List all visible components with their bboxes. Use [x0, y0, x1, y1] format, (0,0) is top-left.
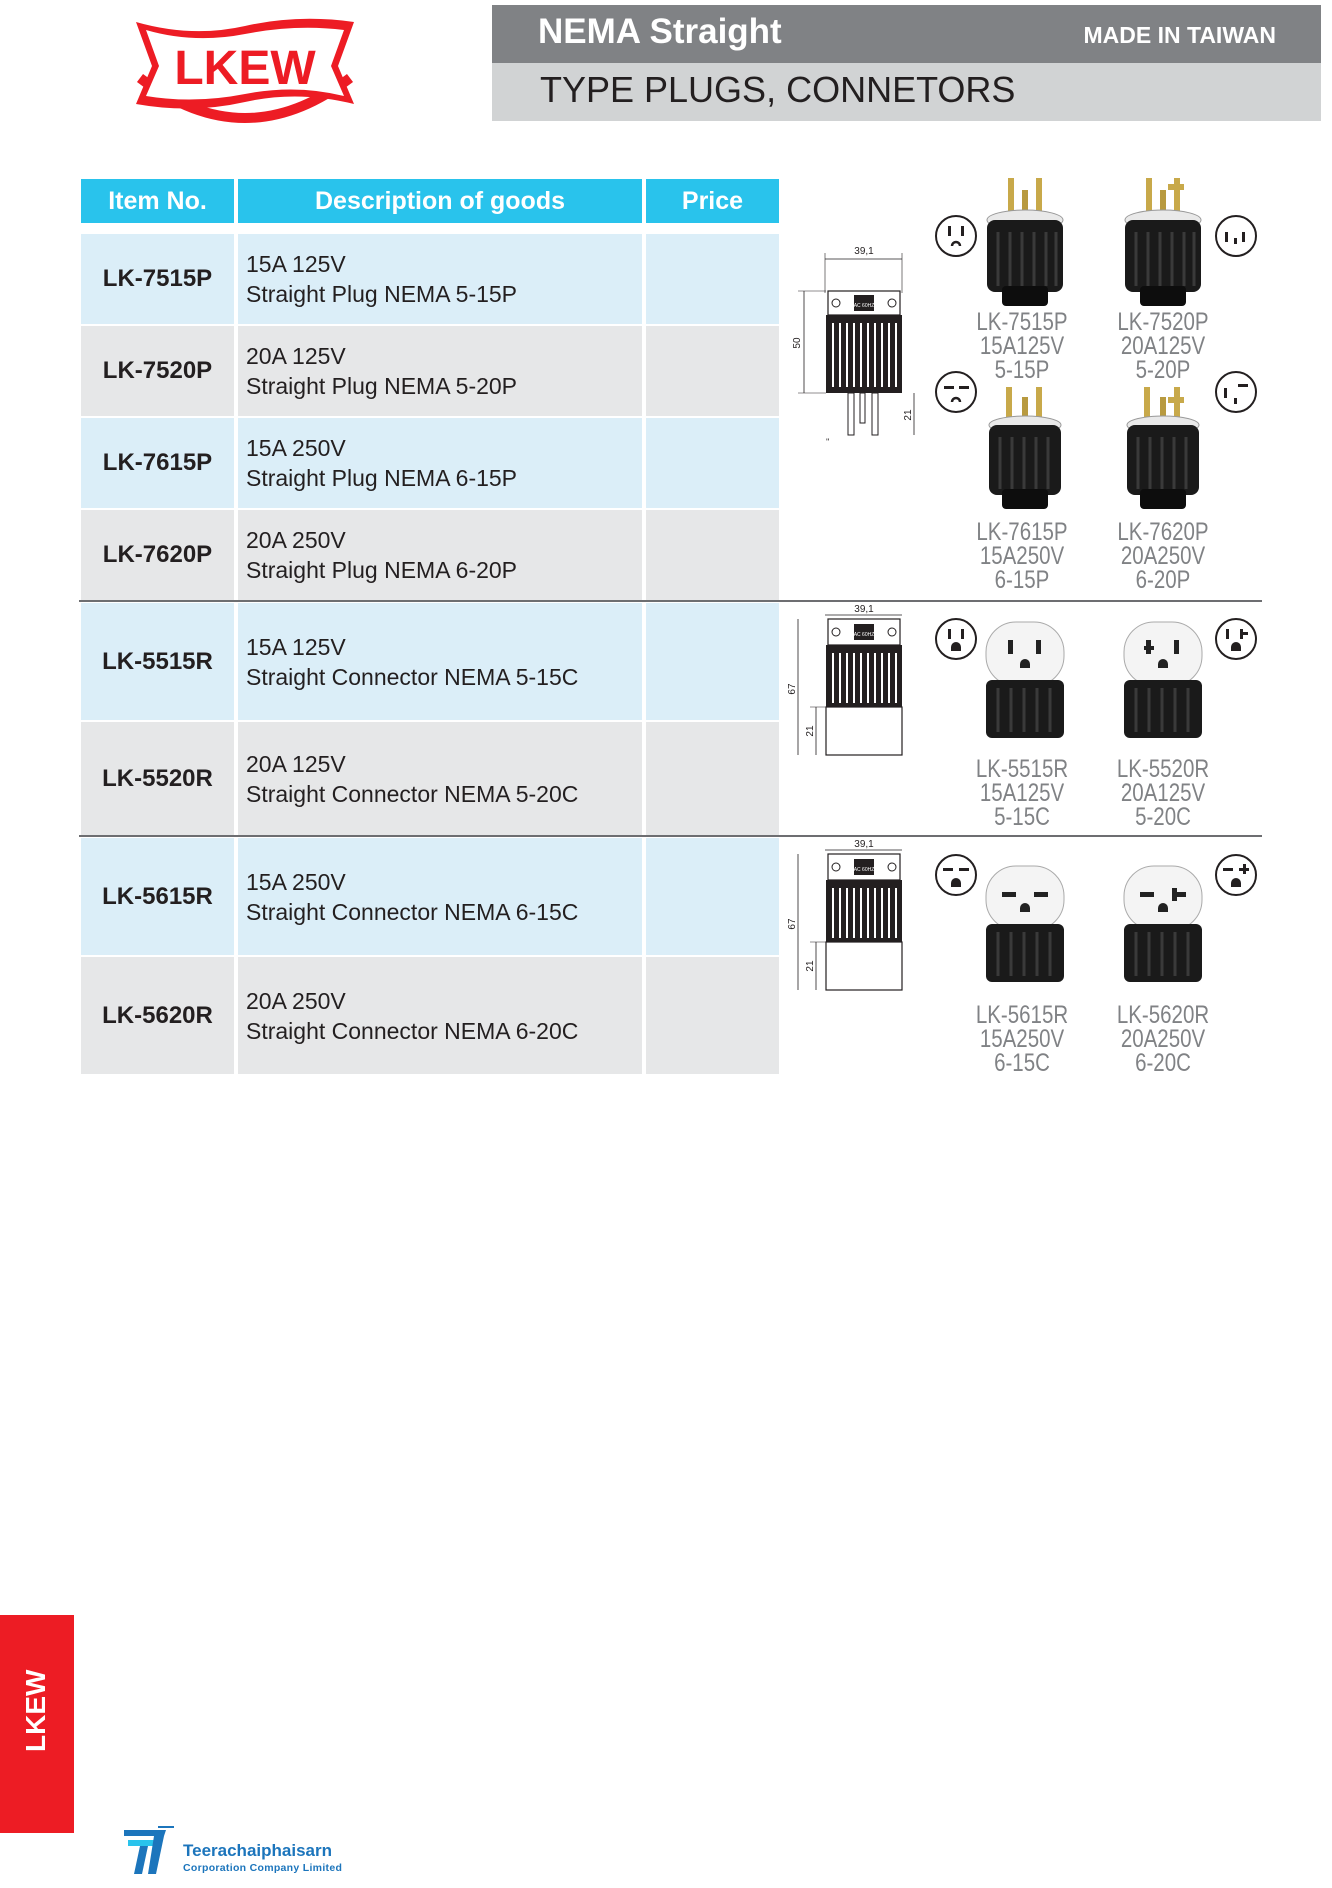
row-desc: Straight Connector NEMA 6-15C	[246, 898, 579, 925]
connector-lower-dim: 21	[805, 960, 816, 972]
caption-nema: 5-20C	[1135, 803, 1191, 831]
connector-photo	[1116, 618, 1210, 748]
caption-rating: 15A250V	[979, 1025, 1065, 1053]
lkew-logo	[132, 8, 358, 128]
row-desc: Straight Plug NEMA 6-15P	[246, 465, 518, 491]
caption-nema: 5-20P	[1135, 356, 1191, 384]
row-rating: 15A 250V	[246, 868, 346, 895]
caption-rating: 20A250V	[1120, 1025, 1206, 1053]
table-row-item: LK-7620P	[81, 510, 234, 600]
table-row-description	[238, 326, 642, 416]
caption-model: LK-7615P	[976, 518, 1068, 546]
connector-height-dim: 67	[787, 918, 798, 930]
row-rating: 15A 250V	[246, 435, 346, 461]
plug-photo	[1118, 174, 1208, 310]
plug-dimension-drawing	[790, 243, 930, 455]
connector-marking: AC 60HZ	[853, 867, 875, 873]
company-subtitle: Corporation Company Limited	[183, 1862, 343, 1874]
caption-rating: 20A250V	[1120, 542, 1206, 570]
connector-photo	[978, 862, 1072, 990]
table-row-price	[646, 510, 779, 600]
row-desc: Straight Connector NEMA 6-20C	[246, 1017, 579, 1044]
table-row-price	[646, 326, 779, 416]
connector-marking: AC 60HZ	[853, 632, 875, 638]
origin-label: MADE IN TAIWAN	[1083, 22, 1276, 48]
row-rating: 15A 125V	[246, 251, 346, 277]
caption-nema: 6-20C	[1135, 1049, 1191, 1077]
connector-height-dim: 67	[787, 683, 798, 695]
caption-rating: 20A125V	[1120, 779, 1206, 807]
page-title: NEMA Straight	[538, 12, 782, 51]
table-row-price	[646, 722, 779, 835]
caption-nema: 6-20P	[1135, 566, 1191, 594]
connector-photo	[978, 618, 1072, 748]
caption-rating: 20A125V	[1120, 332, 1206, 360]
plug-width-dim: 39,1	[854, 246, 874, 257]
caption-model: LK-5515R	[975, 755, 1069, 783]
nema-5-20-face-icon	[1214, 617, 1258, 661]
row-desc: Straight Plug NEMA 5-15P	[246, 281, 518, 307]
row-desc: Straight Plug NEMA 5-20P	[246, 373, 518, 399]
row-rating: 20A 125V	[246, 750, 346, 777]
table-row-description	[238, 234, 642, 324]
table-row-item: LK-5620R	[81, 957, 234, 1074]
connector-dimension-drawing	[787, 604, 930, 773]
header-description: Description of goods	[238, 179, 642, 223]
product-caption	[1093, 757, 1232, 829]
connector-photo	[1116, 862, 1210, 990]
product-caption	[1093, 1003, 1232, 1075]
header-item-no: Item No.	[81, 179, 234, 223]
nema-5-15-face-icon	[934, 214, 978, 258]
table-row-price	[646, 603, 779, 720]
row-rating: 15A 125V	[246, 633, 346, 660]
plug-photo	[980, 383, 1070, 513]
company-logo-icon	[122, 1826, 176, 1876]
table-row-description	[238, 838, 642, 955]
row-rating: 20A 250V	[246, 987, 346, 1014]
connector-dimension-drawing	[787, 839, 930, 1008]
table-row-description	[238, 722, 642, 835]
caption-model: LK-5520R	[1116, 755, 1210, 783]
product-caption	[952, 1003, 1091, 1075]
product-caption	[952, 310, 1091, 382]
nema-5-15-face-icon	[934, 617, 978, 661]
group-divider	[79, 835, 1262, 837]
caption-nema: 6-15P	[994, 566, 1050, 594]
caption-nema: 5-15C	[994, 803, 1050, 831]
connector-width-dim: 39,1	[854, 839, 874, 850]
plug-marking: AC 60HZ	[853, 303, 875, 309]
caption-model: LK-5615R	[975, 1001, 1069, 1029]
nema-6-20-face-icon	[1214, 853, 1258, 897]
table-row-price	[646, 234, 779, 324]
table-row-item: LK-7520P	[81, 326, 234, 416]
product-caption	[1093, 310, 1232, 382]
caption-rating: 15A250V	[979, 542, 1065, 570]
table-row-item: LK-7515P	[81, 234, 234, 324]
svg-text:'': ''	[826, 437, 830, 447]
group-divider	[79, 600, 1262, 602]
row-rating: 20A 250V	[246, 527, 346, 553]
caption-model: LK-7520P	[1117, 308, 1209, 336]
table-row-price	[646, 838, 779, 955]
row-rating: 20A 125V	[246, 343, 346, 369]
table-row-description	[238, 418, 642, 508]
caption-nema: 5-15P	[994, 356, 1050, 384]
nema-6-15-face-icon	[934, 853, 978, 897]
product-caption	[952, 520, 1091, 592]
caption-model: LK-7515P	[976, 308, 1068, 336]
table-row-item: LK-5615R	[81, 838, 234, 955]
product-caption	[1093, 520, 1232, 592]
caption-model: LK-5620R	[1116, 1001, 1210, 1029]
caption-model: LK-7620P	[1117, 518, 1209, 546]
page-subtitle: TYPE PLUGS, CONNETORS	[540, 69, 1016, 110]
table-row-description	[238, 510, 642, 600]
caption-rating: 15A125V	[979, 332, 1065, 360]
header-price: Price	[646, 179, 779, 223]
row-desc: Straight Plug NEMA 6-20P	[246, 557, 518, 583]
table-row-description	[238, 957, 642, 1074]
caption-nema: 6-15C	[994, 1049, 1050, 1077]
plug-photo	[1118, 383, 1208, 513]
company-name: Teerachaiphaisarn	[183, 1841, 332, 1860]
side-tab-label: LKEW	[20, 1669, 51, 1752]
logo-text: LKEW	[174, 42, 316, 95]
row-desc: Straight Connector NEMA 5-15C	[246, 663, 579, 690]
caption-rating: 15A125V	[979, 779, 1065, 807]
product-caption	[952, 757, 1091, 829]
table-row-price	[646, 957, 779, 1074]
row-desc: Straight Connector NEMA 5-20C	[246, 780, 579, 807]
table-row-item: LK-7615P	[81, 418, 234, 508]
connector-width-dim: 39,1	[854, 604, 874, 615]
table-row-item: LK-5520R	[81, 722, 234, 835]
table-row-price	[646, 418, 779, 508]
nema-5-20-face-icon	[1214, 214, 1258, 258]
plug-height-dim: 50	[792, 337, 803, 349]
connector-lower-dim: 21	[805, 725, 816, 737]
table-row-item: LK-5515R	[81, 603, 234, 720]
table-row-description	[238, 603, 642, 720]
plug-pin-dim: 21	[903, 409, 914, 421]
plug-photo	[980, 174, 1070, 310]
